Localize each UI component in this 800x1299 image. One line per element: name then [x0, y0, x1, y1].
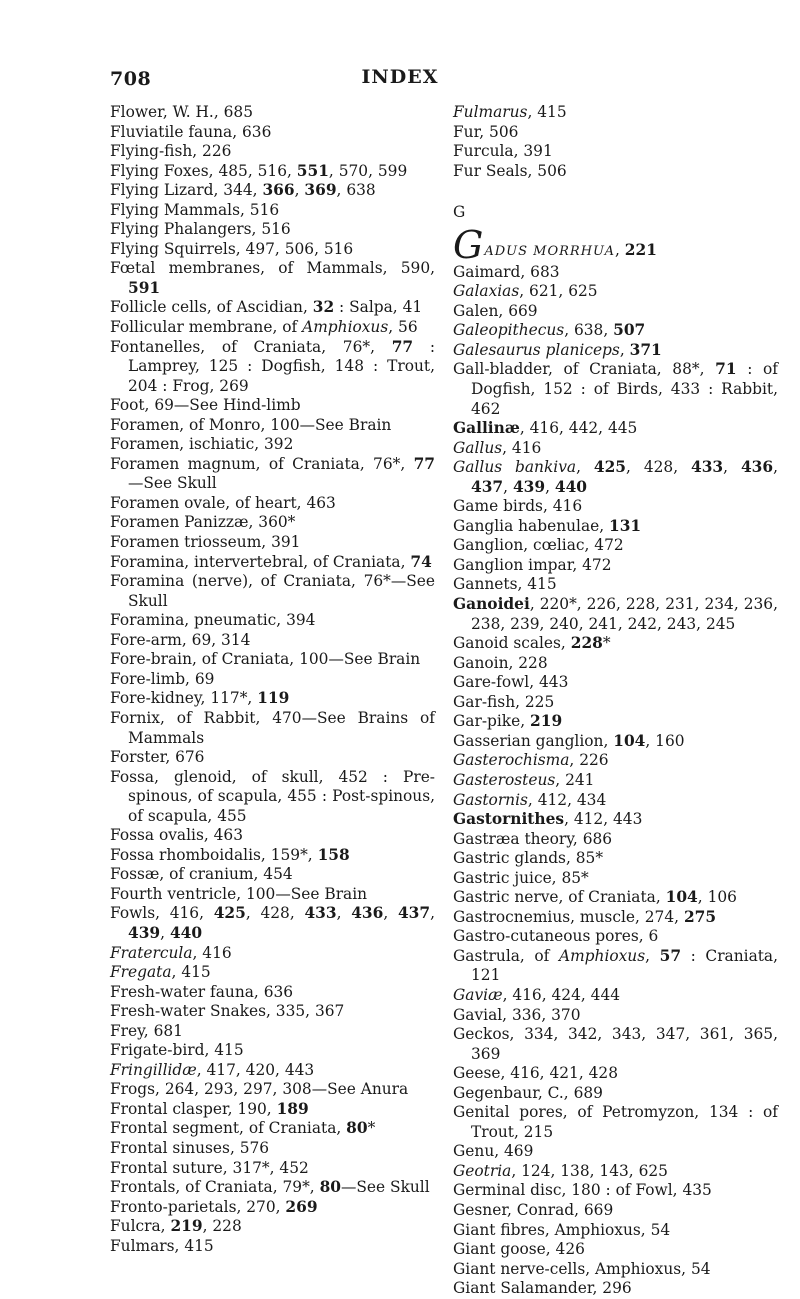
index-entry: Fore-arm, 69, 314 — [110, 630, 251, 649]
index-entry: Fore-limb, 69 — [110, 669, 215, 688]
index-entry: Ganoidei, 220*, 226, 228, 231, 234, 236, 238, 239, 240, 241, 242, 243, 245 — [453, 595, 778, 633]
index-entry: Gegenbaur, C., 689 — [453, 1083, 603, 1102]
index-entry: Gallus bankiva, 425, 428, 433, 436, 437, 439, 440 — [453, 458, 778, 496]
index-entry: Foramen, of Monro, 100—See Brain — [110, 415, 392, 434]
index-entry: Gare-fowl, 443 — [453, 673, 569, 692]
index-entry: Gavial, 336, 370 — [453, 1005, 581, 1024]
page-number: 708 — [110, 68, 152, 90]
index-entry: Furcula, 391 — [453, 142, 553, 161]
index-entry: Gasterosteus, 241 — [453, 770, 595, 789]
index-entry: Flying Mammals, 516 — [110, 200, 280, 219]
index-entry: Ganglia habenulae, 131 — [453, 516, 642, 535]
index-entry: Fowls, 416, 425, 428, 433, 436, 437, 439, 440 — [110, 904, 435, 942]
index-entry: Gasserian ganglion, 104, 160 — [453, 731, 685, 750]
index-entry: Fluviatile fauna, 636 — [110, 122, 272, 141]
index-entry: Gastornis, 412, 434 — [453, 790, 607, 809]
index-entry: Frontals, of Craniata, 79*, 80—See Skull — [110, 1178, 430, 1197]
index-entry: Gastornithes, 412, 443 — [453, 810, 643, 829]
index-entry: Fossa, glenoid, of skull, 452 : Pre-spinous, of scapula, 455 : Post-spinous, of scapula, 455 — [110, 767, 435, 825]
index-entry: Genu, 469 — [453, 1142, 534, 1161]
index-entry: Flying Phalangers, 516 — [110, 220, 291, 239]
index-entry: Fulcra, 219, 228 — [110, 1217, 242, 1236]
index-entry: Geotria, 124, 138, 143, 625 — [453, 1161, 668, 1180]
index-entry: Follicle cells, of Ascidian, 32 : Salpa, 41 — [110, 298, 423, 317]
index-entry: Fossæ, of cranium, 454 — [110, 865, 293, 884]
index-entry: Gastric nerve, of Craniata, 104, 106 — [453, 888, 737, 907]
index-entry: Flying Lizard, 344, 366, 369, 638 — [110, 181, 376, 200]
index-entry: Gar-fish, 225 — [453, 692, 555, 711]
index-entry: Foot, 69—See Hind-limb — [110, 396, 301, 415]
index-entry: Game birds, 416 — [453, 497, 583, 516]
index-entry: Gesner, Conrad, 669 — [453, 1200, 614, 1219]
index-entry: Foramina, pneumatic, 394 — [110, 611, 316, 630]
index-entry: Fornix, of Rabbit, 470—See Brains of Mammals — [110, 708, 435, 747]
index-entry: Gallinæ, 416, 442, 445 — [453, 419, 638, 438]
index-entry: Genital pores, of Petromyzon, 134 : of Trout, 215 — [453, 1103, 778, 1141]
running-head: INDEX — [361, 66, 439, 88]
index-entry: Fulmarus, 415 — [453, 103, 567, 121]
index-entry: Fore-kidney, 117*, 119 — [110, 689, 290, 708]
index-entry: Fulmars, 415 — [110, 1236, 214, 1255]
index-entry: Flying-fish, 226 — [110, 142, 232, 161]
index-entries-f-continued — [453, 103, 778, 181]
index-entry: Fourth ventricle, 100—See Brain — [110, 884, 368, 903]
index-entry: Ganglion impar, 472 — [453, 555, 612, 574]
index-entry: Frontal clasper, 190, 189 — [110, 1099, 309, 1118]
index-entry: Ganoid scales, 228* — [453, 634, 611, 653]
index-entry: Follicular membrane, of Amphioxus, 56 — [110, 318, 418, 337]
index-entry: Galaxias, 621, 625 — [453, 282, 598, 301]
index-entry: Frontal suture, 317*, 452 — [110, 1158, 309, 1177]
index-entry: Foramen ovale, of heart, 463 — [110, 493, 336, 512]
index-entry: Foramen triosseum, 391 — [110, 533, 301, 552]
index-entry: Gastrula, of Amphioxus, 57 : Craniata, 121 — [453, 946, 778, 985]
index-entry: Foramen Panizzæ, 360* — [110, 513, 296, 532]
drop-cap-letter: G — [453, 222, 484, 267]
index-entry: Gasterochisma, 226 — [453, 751, 609, 770]
index-entry: Geese, 416, 421, 428 — [453, 1064, 618, 1083]
index-entry: Gaimard, 683 — [453, 262, 560, 281]
index-entry: Gastric glands, 85* — [453, 849, 604, 868]
index-entry: Gastro-cutaneous pores, 6 — [453, 927, 659, 946]
index-entry: Flying Squirrels, 497, 506, 516 — [110, 239, 354, 258]
section-letter-heading: G — [453, 203, 466, 222]
index-entry: Geckos, 334, 342, 343, 347, 361, 365, 369 — [453, 1025, 778, 1063]
index-entry: Fore-brain, of Craniata, 100—See Brain — [110, 650, 421, 669]
index-entry-dropcap — [453, 222, 778, 267]
index-entry: Gall-bladder, of Craniata, 88*, 71 : of Dogfish, 152 : of Birds, 433 : Rabbit, 462 — [453, 360, 778, 418]
index-entry: Fresh-water fauna, 636 — [110, 982, 294, 1001]
index-entry: Frey, 681 — [110, 1021, 183, 1040]
index-entry: Fronto-parietals, 270, 269 — [110, 1197, 318, 1216]
index-entry: Gaviæ, 416, 424, 444 — [453, 985, 621, 1004]
index-entry: Frigate-bird, 415 — [110, 1041, 244, 1060]
index-entry: Foramina (nerve), of Craniata, 76*—See Skull — [110, 572, 435, 610]
index-entry: Foramen magnum, of Craniata, 76*, 77 —See Skull — [110, 454, 435, 493]
index-entry: Gallus, 416 — [453, 438, 542, 457]
index-entry: Galesaurus planiceps, 371 — [453, 340, 662, 359]
index-entry: Germinal disc, 180 : of Fowl, 435 — [453, 1181, 712, 1200]
index-entry: Gastrocnemius, muscle, 274, 275 — [453, 907, 717, 926]
index-entry: Fringillidæ, 417, 420, 443 — [110, 1060, 315, 1079]
dropcap-entry-text: ADUS MORRHUA, 221 — [484, 240, 657, 259]
index-entry: Fresh-water Snakes, 335, 367 — [110, 1002, 345, 1021]
index-entry: Fratercula, 416 — [110, 943, 232, 962]
index-entry: Forster, 676 — [110, 748, 205, 767]
index-entry: Ganglion, cœliac, 472 — [453, 536, 624, 555]
index-column-left — [110, 103, 435, 1256]
index-entries-g — [453, 263, 778, 1299]
index-entry: Gastric juice, 85* — [453, 868, 589, 887]
index-entry: Fœtal membranes, of Mammals, 590, 591 — [110, 259, 435, 297]
index-entry: Galeopithecus, 638, 507 — [453, 321, 646, 340]
index-entry: Foramina, intervertebral, of Craniata, 74 — [110, 552, 432, 571]
index-entry: Fossa ovalis, 463 — [110, 826, 244, 845]
index-entry: Fur Seals, 506 — [453, 161, 567, 180]
index-entry: Fregata, 415 — [110, 963, 211, 982]
index-entry: Flower, W. H., 685 — [110, 103, 253, 121]
index-entry: Fossa rhomboidalis, 159*, 158 — [110, 845, 350, 864]
index-entry: Flying Foxes, 485, 516, 551, 570, 599 — [110, 161, 408, 180]
index-entry: Frogs, 264, 293, 297, 308—See Anura — [110, 1080, 409, 1099]
index-entry: Giant goose, 426 — [453, 1240, 585, 1259]
index-entry: Gannets, 415 — [453, 575, 557, 594]
index-entry: Giant Salamander, 296 — [453, 1279, 632, 1298]
index-entry: Galen, 669 — [453, 301, 538, 320]
index-entry: Frontal segment, of Craniata, 80* — [110, 1119, 376, 1138]
index-entry: Frontal sinuses, 576 — [110, 1138, 270, 1157]
index-entry: Ganoin, 228 — [453, 653, 548, 672]
index-entry: Gar-pike, 219 — [453, 712, 563, 731]
index-column-right — [453, 103, 778, 1299]
index-entry: Fontanelles, of Craniata, 76*, 77 : Lamprey, 125 : Dogfish, 148 : Trout, 204 : Frog, 269 — [110, 337, 436, 395]
index-entry: Giant fibres, Amphioxus, 54 — [453, 1220, 671, 1239]
index-entry: Foramen, ischiatic, 392 — [110, 435, 294, 454]
index-entry: Giant nerve-cells, Amphioxus, 54 — [453, 1259, 711, 1278]
index-entry: Fur, 506 — [453, 122, 519, 141]
index-entry: Gastræa theory, 686 — [453, 829, 613, 848]
